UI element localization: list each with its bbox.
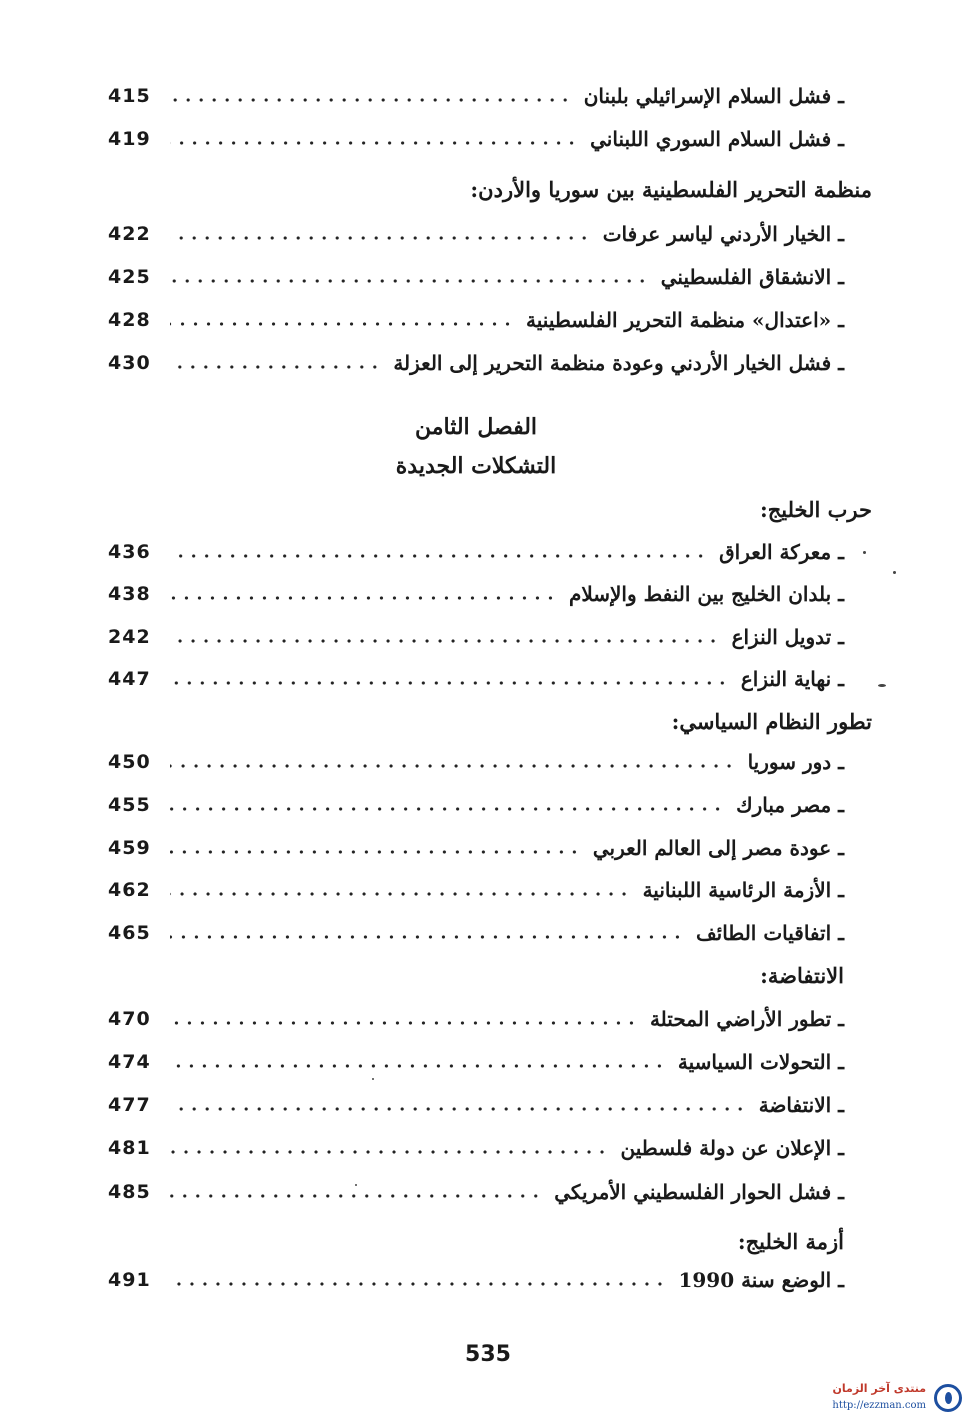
toc-entry-title: ـ الخيار الأردني لياسر عرفات — [602, 222, 844, 246]
toc-entry-title: ـ بلدان الخليج بين النفط والإسلام — [568, 582, 844, 606]
scan-speck — [893, 571, 896, 574]
toc-page-number: 438 — [108, 583, 151, 605]
section-heading: الانتفاضة: — [760, 963, 844, 988]
toc-entry-title: ـ الانتفاضة — [758, 1093, 844, 1117]
toc-entry-title: ـ فشل السلام الإسرائيلي بلبنان — [583, 84, 844, 108]
page-number: 535 — [465, 1342, 511, 1367]
toc-entry-title: ـ فشل الحوار الفلسطيني الأمريكي — [554, 1180, 844, 1204]
scan-speck — [355, 1184, 357, 1186]
toc-entry — [108, 1131, 844, 1165]
toc-page-number: 436 — [108, 541, 151, 563]
toc-entry-title: ـ دور سوريا — [747, 750, 844, 774]
toc-entry — [108, 620, 844, 654]
toc-entry — [108, 1263, 844, 1297]
toc-page-number: 465 — [108, 922, 151, 944]
dot-leader — [170, 365, 381, 369]
dot-leader — [170, 1150, 609, 1154]
dot-leader — [170, 98, 572, 102]
section-heading: منظمة التحرير الفلسطينية بين سوريا والأردن: — [470, 177, 872, 202]
toc-entry-title: ـ فشل السلام السوري اللبناني — [590, 127, 844, 151]
toc-entry — [108, 662, 844, 696]
toc-page-number: 455 — [108, 794, 151, 816]
toc-entry-title: ـ الوضع سنة 1990 — [678, 1268, 844, 1292]
dot-leader — [170, 892, 631, 896]
toc-entry-title: ـ فشل الخيار الأردني وعودة منظمة التحرير إلى العزلة — [393, 351, 844, 375]
toc-entry — [108, 122, 844, 156]
toc-entry — [108, 1002, 844, 1036]
toc-page-number: 428 — [108, 309, 151, 331]
toc-entry-title: ـ مصر مبارك — [736, 793, 844, 817]
toc-page-number: 430 — [108, 352, 151, 374]
dot-leader — [170, 554, 707, 558]
toc-entry — [108, 303, 844, 337]
scan-speck — [878, 684, 886, 687]
toc-entry — [108, 745, 844, 779]
toc-entry — [108, 1175, 844, 1209]
dot-leader — [170, 279, 649, 283]
toc-entry-title: ـ الأزمة الرئاسية اللبنانية — [642, 878, 844, 902]
toc-page-number: 422 — [108, 223, 151, 245]
toc-page-number: 477 — [108, 1094, 151, 1116]
toc-entry — [108, 788, 844, 822]
dot-leader — [170, 639, 720, 643]
toc-page-number: 425 — [108, 266, 151, 288]
toc-page-number: 485 — [108, 1181, 151, 1203]
toc-entry — [108, 831, 844, 865]
section-heading: أزمة الخليج: — [737, 1229, 844, 1254]
toc-page-number: 447 — [108, 668, 151, 690]
forum-logo-icon — [934, 1384, 962, 1412]
chapter-number: الفصل الثامن — [414, 414, 538, 440]
toc-entry — [108, 260, 844, 294]
section-heading: تطور النظام السياسي: — [671, 709, 872, 734]
toc-entry — [108, 79, 844, 113]
toc-page-number: 481 — [108, 1137, 151, 1159]
dot-leader — [170, 807, 724, 811]
toc-entry — [108, 873, 844, 907]
dot-leader — [170, 1021, 638, 1025]
toc-entry-title: ـ تطور الأراضي المحتلة — [649, 1007, 844, 1031]
watermark — [802, 1382, 962, 1418]
toc-page-number: 450 — [108, 751, 151, 773]
toc-entry — [108, 217, 844, 251]
scan-speck — [372, 1078, 374, 1080]
toc-entry-title: ـ التحولات السياسية — [677, 1050, 844, 1074]
toc-entry-title: ـ تدويل النزاع — [731, 625, 844, 649]
toc-entry-title: ـ الإعلان عن دولة فلسطين — [620, 1136, 844, 1160]
toc-entry — [108, 1045, 844, 1079]
dot-leader — [170, 236, 591, 240]
toc-entry — [108, 346, 844, 380]
dot-leader — [170, 764, 736, 768]
dot-leader — [170, 322, 514, 326]
toc-page-number: 459 — [108, 837, 151, 859]
chapter-title: التشكلات الجديدة — [395, 453, 557, 479]
toc-entry-title: ـ الانشقاق الفلسطيني — [660, 265, 844, 289]
toc-page-number: 415 — [108, 85, 151, 107]
toc-page-number: 419 — [108, 128, 151, 150]
dot-leader — [170, 1107, 747, 1111]
toc-page-number: 491 — [108, 1269, 151, 1291]
toc-entry — [108, 535, 844, 569]
dot-leader — [170, 681, 729, 685]
toc-entry-title: ـ نهاية النزاع — [740, 667, 844, 691]
toc-page-number: 462 — [108, 879, 151, 901]
dot-leader — [170, 935, 684, 939]
toc-entry-title: ـ عودة مصر إلى العالم العربي — [592, 836, 844, 860]
dot-leader — [170, 1282, 666, 1286]
dot-leader — [170, 141, 578, 145]
toc-page-number: 474 — [108, 1051, 151, 1073]
toc-page-number: 470 — [108, 1008, 151, 1030]
dot-leader — [170, 596, 557, 600]
toc-entry — [108, 577, 844, 611]
section-heading: حرب الخليج: — [759, 497, 872, 522]
toc-entry-title: ـ اتفاقيات الطائف — [695, 921, 844, 945]
toc-entry — [108, 1088, 844, 1122]
toc-entry-title: ـ معركة العراق — [719, 540, 844, 564]
toc-page-number: 242 — [108, 626, 151, 648]
watermark-name: منتدى آخر الزمان — [832, 1382, 926, 1395]
dot-leader — [170, 1064, 666, 1068]
dot-leader — [170, 1194, 542, 1198]
watermark-url[interactable]: http://ezzman.com — [832, 1400, 926, 1411]
dot-leader — [170, 850, 581, 854]
toc-entry-title: ـ «اعتدال» منظمة التحرير الفلسطينية — [526, 308, 844, 332]
toc-entry — [108, 916, 844, 950]
scan-speck — [863, 551, 866, 554]
